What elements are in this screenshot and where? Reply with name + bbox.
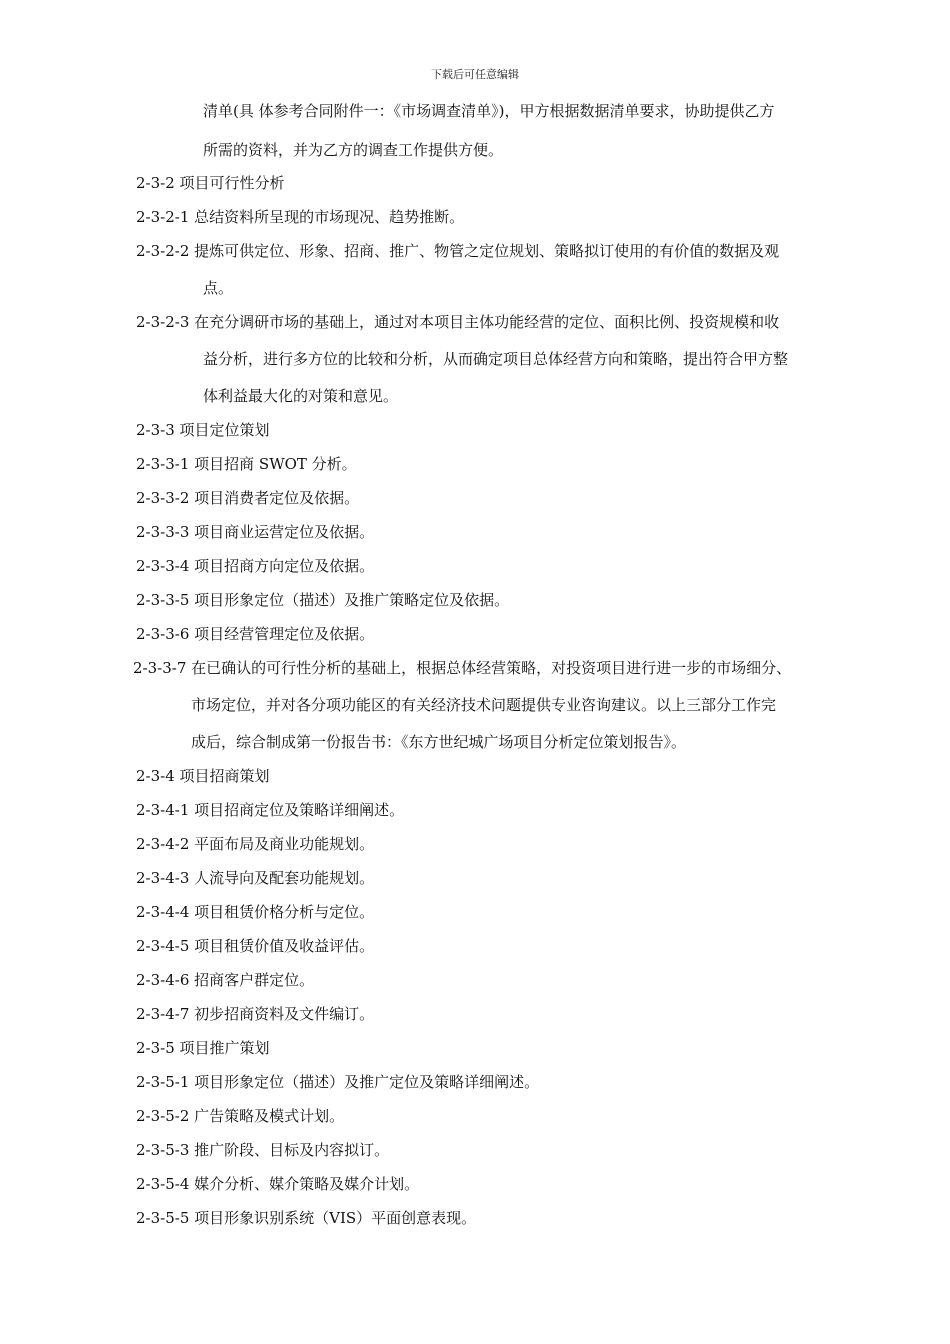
- list-item: 2-3-3-6 项目经营管理定位及依据。: [136, 625, 375, 643]
- list-item: 2-3-4-7 初步招商资料及文件编订。: [136, 1005, 375, 1023]
- list-item: 2-3-4-5 项目租赁价值及收益评估。: [136, 937, 375, 955]
- section-heading: 2-3-2 项目可行性分析: [136, 174, 285, 192]
- list-item: 2-3-2-3 在充分调研市场的基础上，通过对本项目主体功能经营的定位、面积比例、投资规模和收: [136, 313, 780, 331]
- page-header: 下载后可任意编辑: [431, 68, 519, 81]
- list-item: 2-3-4-6 招商客户群定位。: [136, 971, 315, 989]
- list-item: 2-3-4-3 人流导向及配套功能规划。: [136, 869, 375, 887]
- list-item: 2-3-3-7 在已确认的可行性分析的基础上，根据总体经营策略，对投资项目进行进一步的市场细分、: [133, 659, 792, 677]
- list-item: 2-3-3-3 项目商业运营定位及依据。: [136, 523, 375, 541]
- paragraph-line: 体利益最大化的对策和意见。: [203, 387, 399, 405]
- list-item: 2-3-3-2 项目消费者定位及依据。: [136, 489, 360, 507]
- paragraph-line: 市场定位，并对各分项功能区的有关经济技术问题提供专业咨询建议。以上三部分工作完: [191, 696, 777, 714]
- paragraph-line: 点。: [203, 279, 234, 297]
- section-heading: 2-3-5 项目推广策划: [136, 1039, 270, 1057]
- list-item: 2-3-3-4 项目招商方向定位及依据。: [136, 557, 375, 575]
- list-item: 2-3-4-2 平面布局及商业功能规划。: [136, 835, 375, 853]
- section-heading: 2-3-4 项目招商策划: [136, 767, 270, 785]
- list-item: 2-3-4-1 项目招商定位及策略详细阐述。: [136, 801, 405, 819]
- list-item: 2-3-5-1 项目形象定位（描述）及推广定位及策略详细阐述。: [136, 1073, 540, 1091]
- list-item: 2-3-5-3 推广阶段、目标及内容拟订。: [136, 1141, 390, 1159]
- paragraph-line: 益分析，进行多方位的比较和分析，从而确定项目总体经营方向和策略，提出符合甲方整: [203, 350, 789, 368]
- paragraph-line: 所需的资料，并为乙方的调查工作提供方便。: [203, 141, 504, 159]
- list-item: 2-3-5-2 广告策略及模式计划。: [136, 1107, 345, 1125]
- list-item: 2-3-2-2 提炼可供定位、形象、招商、推广、物管之定位规划、策略拟订使用的有价值的数据及观: [136, 242, 780, 260]
- list-item: 2-3-5-5 项目形象识别系统（VIS）平面创意表现。: [136, 1209, 477, 1227]
- paragraph-line: 清单(具 体参考合同附件一：《市场调查清单》)，甲方根据数据清单要求，协助提供乙方: [203, 102, 775, 120]
- paragraph-line: 成后，综合制成第一份报告书：《东方世纪城广场项目分析定位策划报告》。: [191, 733, 687, 751]
- list-item: 2-3-5-4 媒介分析、媒介策略及媒介计划。: [136, 1175, 420, 1193]
- list-item: 2-3-2-1 总结资料所呈现的市场现况、趋势推断。: [136, 208, 465, 226]
- list-item: 2-3-3-1 项目招商 SWOT 分析。: [136, 455, 357, 473]
- list-item: 2-3-3-5 项目形象定位（描述）及推广策略定位及依据。: [136, 591, 510, 609]
- list-item: 2-3-4-4 项目租赁价格分析与定位。: [136, 903, 375, 921]
- section-heading: 2-3-3 项目定位策划: [136, 421, 270, 439]
